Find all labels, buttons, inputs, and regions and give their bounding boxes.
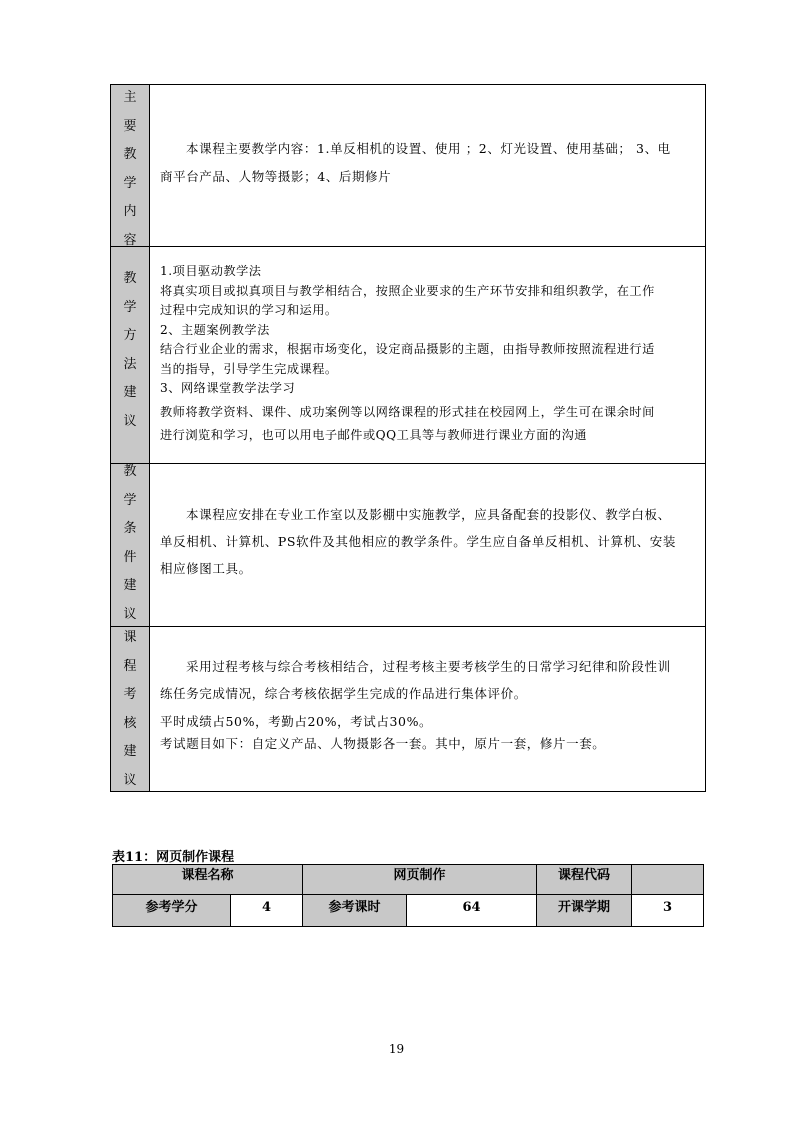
section-label-assessment bbox=[111, 624, 149, 795]
text-line: 平时成绩占50%，考勤占20%，考试占30%。 bbox=[160, 714, 433, 729]
label-char: 学 bbox=[123, 299, 137, 315]
text-line: 1.项目驱动教学法 bbox=[160, 264, 262, 278]
table-caption: 表11：网页制作课程 bbox=[112, 850, 235, 865]
course-code-value bbox=[632, 865, 704, 895]
text-line: 进行浏览和学习，也可以用电子邮件或QQ工具等与教师进行课业方面的沟通 bbox=[160, 428, 587, 442]
label-divider bbox=[149, 85, 150, 791]
row-divider bbox=[111, 246, 705, 247]
label-char: 条 bbox=[123, 521, 137, 536]
section-text-teaching-methods bbox=[160, 262, 655, 446]
text-line: 3、网络课堂教学法学习 bbox=[160, 381, 296, 395]
label-char: 建 bbox=[123, 578, 137, 593]
text-line: 过程中完成知识的学习和运用。 bbox=[160, 303, 338, 317]
text-line: 采用过程考核与综合考核相结合，过程考核主要考核学生的日常学习纪律和阶段性训 bbox=[186, 659, 671, 674]
term-value: 3 bbox=[632, 895, 704, 927]
text-line: 当的指导，引导学生完成课程。 bbox=[160, 361, 338, 376]
text-line: 商平台产品、人物等摄影；4、后期修片 bbox=[160, 169, 392, 184]
section-text-teaching-conditions bbox=[160, 501, 676, 582]
text-line: 将真实项目或拟真项目与教学相结合，按照企业要求的生产环节安排和组织教学，在工作 bbox=[160, 283, 655, 298]
label-char: 议 bbox=[123, 606, 137, 622]
label-char: 教 bbox=[123, 147, 137, 162]
label-char: 容 bbox=[123, 232, 137, 248]
text-line: 考试题目如下：自定义产品、人物摄影各一套。其中，原片一套，修片一套。 bbox=[160, 736, 606, 751]
text-line: 相应修图工具。 bbox=[160, 561, 252, 576]
row-divider bbox=[111, 463, 705, 464]
text-line: 教师将教学资料、课件、成功案例等以网络课程的形式挂在校园网上，学生可在课余时间 bbox=[160, 404, 655, 419]
text-line: 单反相机、计算机、PS软件及其他相应的教学条件。学生应自备单反相机、计算机、安装 bbox=[160, 534, 676, 549]
text-line: 本课程应安排在专业工作室以及影棚中实施教学，应具备配套的投影仪、教学白板、 bbox=[186, 507, 671, 522]
label-char: 教 bbox=[123, 464, 137, 479]
label-char: 方 bbox=[123, 328, 137, 343]
hours-label: 参考课时 bbox=[303, 895, 407, 927]
page-number: 19 bbox=[388, 1042, 405, 1056]
text-line: 本课程主要教学内容：1.单反相机的设置、使用 ；2、灯光设置、使用基础； 3、电 bbox=[186, 141, 671, 156]
label-char: 课 bbox=[123, 630, 137, 645]
label-char: 程 bbox=[123, 658, 137, 674]
text-line: 结合行业企业的需求，根据市场变化，设定商品摄影的主题，由指导教师按照流程进行适 bbox=[160, 342, 655, 356]
row-divider bbox=[111, 626, 705, 627]
label-char: 件 bbox=[123, 549, 137, 565]
section-text-assessment bbox=[160, 653, 671, 755]
credits-label: 参考学分 bbox=[113, 895, 231, 927]
label-char: 内 bbox=[123, 204, 137, 219]
label-char: 主 bbox=[123, 90, 137, 105]
hours-value: 64 bbox=[407, 895, 537, 927]
label-char: 考 bbox=[123, 687, 137, 702]
label-char: 议 bbox=[123, 413, 137, 429]
label-char: 法 bbox=[123, 356, 137, 372]
label-char: 核 bbox=[123, 715, 137, 731]
course-name-value: 网页制作 bbox=[303, 865, 537, 895]
section-label-teaching-methods bbox=[111, 265, 149, 436]
label-char: 建 bbox=[123, 744, 137, 759]
label-char: 学 bbox=[123, 175, 137, 191]
label-char: 学 bbox=[123, 492, 137, 508]
label-char: 建 bbox=[123, 385, 137, 400]
section-label-teaching-conditions bbox=[111, 458, 149, 629]
credits-value: 4 bbox=[231, 895, 303, 927]
course-name-label: 课程名称 bbox=[113, 865, 303, 895]
text-line: 2、主题案例教学法 bbox=[160, 322, 270, 337]
section-label-main-content bbox=[111, 84, 149, 255]
label-char: 议 bbox=[123, 772, 137, 788]
course-code-label: 课程代码 bbox=[537, 865, 632, 895]
label-char: 教 bbox=[123, 271, 137, 286]
text-line: 练任务完成情况，综合考核依据学生完成的作品进行集体评价。 bbox=[160, 686, 527, 701]
section-text-main-content bbox=[160, 135, 671, 191]
label-char: 要 bbox=[123, 118, 137, 134]
term-label: 开课学期 bbox=[537, 895, 632, 927]
